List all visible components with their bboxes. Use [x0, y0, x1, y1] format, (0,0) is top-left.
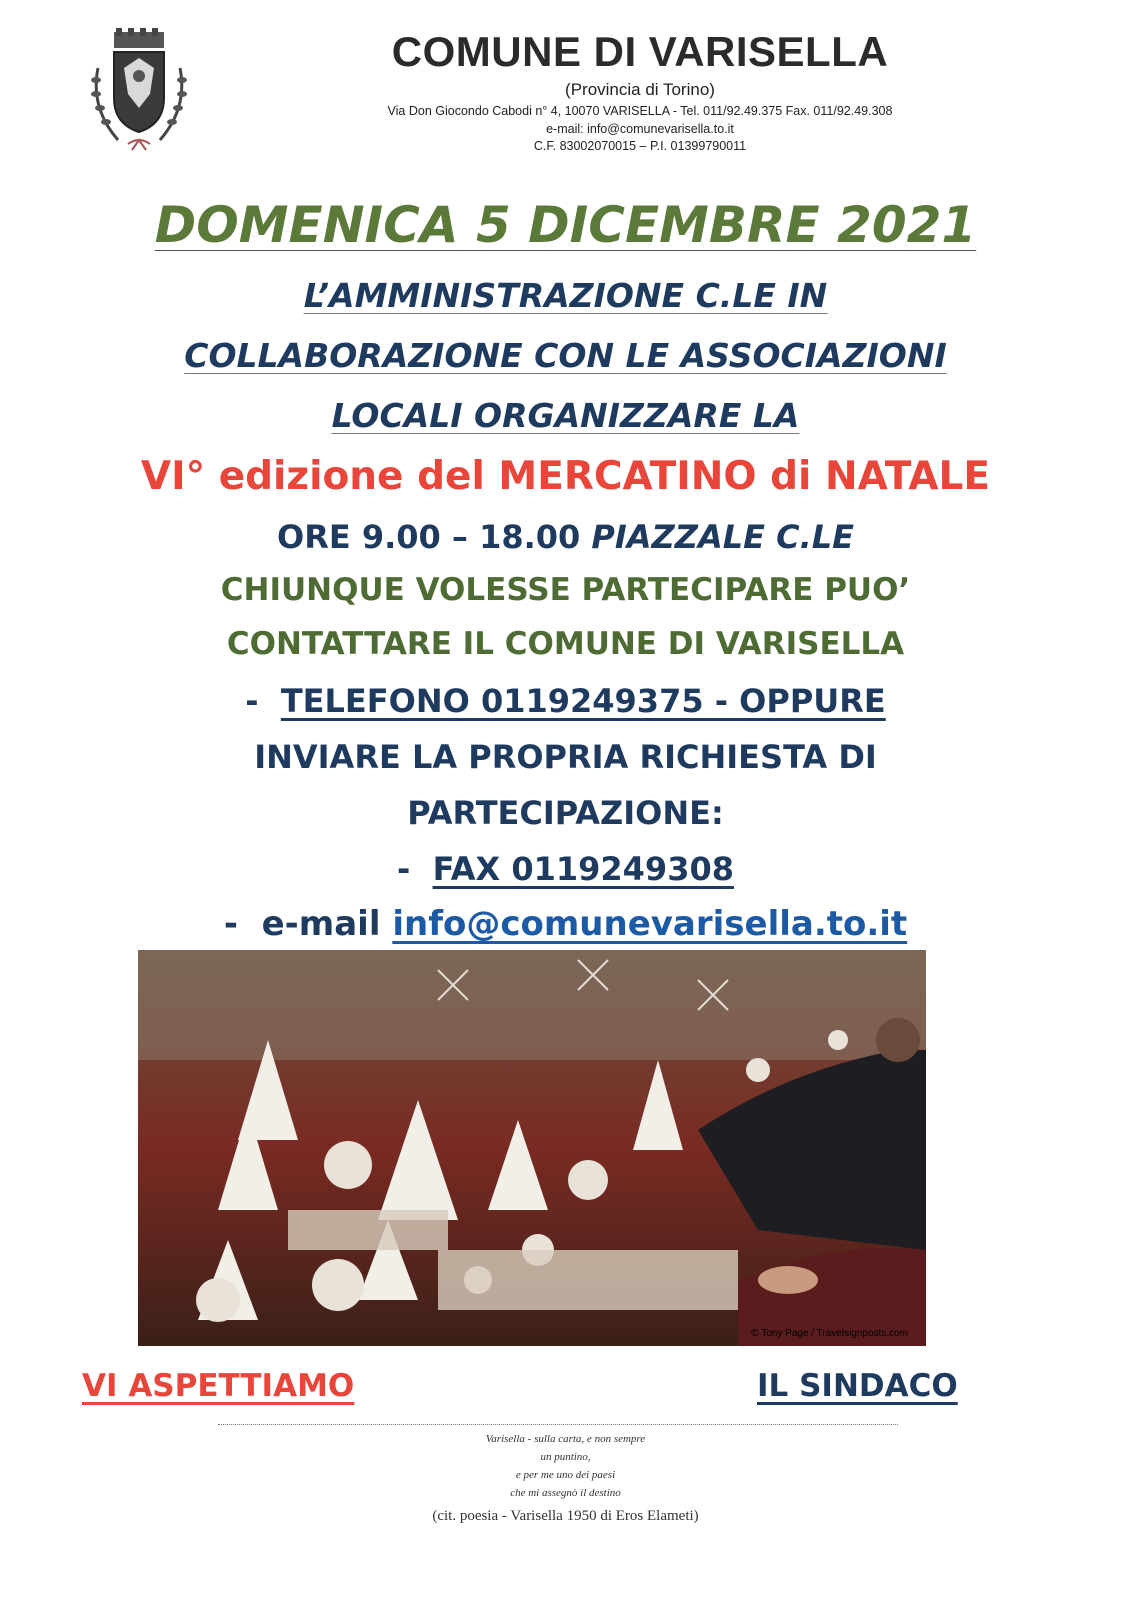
email-link[interactable]: info@comunevarisella.to.it — [392, 904, 908, 944]
intro-line-1: L’AMMINISTRAZIONE C.LE IN — [303, 276, 828, 315]
place-text: PIAZZALE C.LE — [591, 518, 854, 556]
poem-line-3: e per me uno dei paesi — [515, 1469, 616, 1481]
fax-line — [0, 850, 1131, 888]
hours-text: ORE 9.00 – 18.00 — [276, 518, 581, 556]
closing-right: IL SINDACO — [757, 1368, 958, 1404]
dash: - — [223, 904, 238, 944]
header-email: e-mail: info@comunevarisella.to.it — [546, 122, 734, 136]
poem-line-4: che mi assegnò il destino — [510, 1487, 621, 1499]
hours-place — [0, 518, 1131, 556]
fax-text: FAX 0119249308 — [432, 850, 734, 888]
market-image — [138, 950, 926, 1346]
email-line — [0, 904, 1131, 944]
request-line-2: PARTECIPAZIONE: — [407, 794, 724, 832]
intro-line-3: LOCALI ORGANIZZARE LA — [331, 396, 800, 435]
christmas-market-photo — [138, 950, 926, 1346]
phone-line — [0, 682, 1131, 720]
footer-divider — [218, 1424, 898, 1425]
intro-line-2: COLLABORAZIONE CON LE ASSOCIAZIONI — [184, 336, 947, 375]
email-label: e-mail — [261, 904, 381, 944]
phone-text: TELEFONO 0119249375 - OPPURE — [280, 682, 886, 720]
coat-of-arms-icon — [84, 28, 194, 158]
closing-left: VI ASPETTIAMO — [82, 1368, 355, 1404]
poem-line-1: Varisella - sulla carta, e non sempre — [485, 1433, 646, 1445]
poem-citation: (cit. poesia - Varisella 1950 di Eros Elameti) — [432, 1508, 699, 1524]
tax-codes: C.F. 83002070015 – P.I. 01399790011 — [533, 139, 747, 153]
invite-line-2: CONTATTARE IL COMUNE DI VARISELLA — [226, 626, 905, 662]
poem-line-2: un puntino, — [540, 1451, 591, 1463]
province-text: (Provincia di Torino) — [565, 80, 715, 99]
municipality-title: COMUNE DI VARISELLA — [391, 28, 889, 75]
event-date: DOMENICA 5 DICEMBRE 2021 — [154, 196, 977, 254]
edition-heading: VI° edizione del MERCATINO di NATALE — [140, 454, 991, 499]
request-line-1: INVIARE LA PROPRIA RICHIESTA DI — [254, 738, 877, 776]
photo-credit: © Tony Page / Travelsignposts.com — [751, 1328, 908, 1339]
address-text: Via Don Giocondo Cabodi n° 4, 10070 VARISELLA - Tel. 011/92.49.375 Fax. 011/92.49.308 — [387, 104, 893, 118]
invite-line-1: CHIUNQUE VOLESSE PARTECIPARE PUO’ — [220, 572, 911, 608]
dash: - — [245, 682, 259, 720]
dash: - — [397, 850, 411, 888]
